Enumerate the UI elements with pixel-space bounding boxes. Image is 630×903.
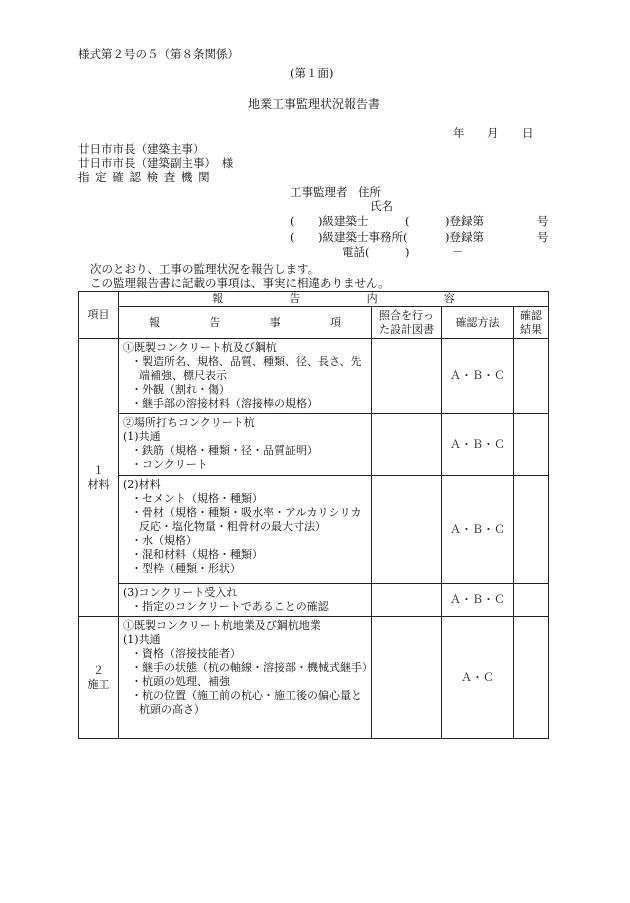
intro-line-2: この監理報告書に記載の事項は、事実に相違ありません。 bbox=[90, 276, 390, 290]
report-item-line: ・鉄筋（規格・種類・径・品質証明） bbox=[131, 444, 318, 457]
report-item-line: (1)共通 bbox=[123, 430, 161, 443]
report-item-line: ・コンクリート bbox=[131, 458, 208, 471]
architect-class: )級建築士 bbox=[318, 214, 369, 228]
report-item-line: ・杭頭の処理、補強 bbox=[131, 675, 230, 688]
intro-line-1: 次のとおり、工事の監理状況を報告します。 bbox=[90, 262, 320, 276]
report-item-line: ・骨材（規格・種類・吸水率・アルカリシリカ反応・塩化物量・粗骨材の最大寸法） bbox=[131, 506, 362, 533]
report-item-cell bbox=[119, 414, 372, 476]
table-row bbox=[79, 339, 549, 414]
header-item: 項目 bbox=[79, 292, 119, 339]
report-item-line: (1)共通 bbox=[123, 633, 161, 646]
hdr-ri-2: 事 bbox=[269, 315, 281, 329]
form-number: 様式第２号の５（第８条関係） bbox=[78, 47, 239, 61]
report-item-line: ・継手の状態（杭の軸線・溶接部・機械式継手） bbox=[131, 661, 373, 674]
date-month: 月 bbox=[487, 126, 499, 140]
addressee-2: 廿日市市長（建築副主事） 様 bbox=[78, 156, 234, 170]
architect-reg-open: ( bbox=[405, 214, 410, 228]
checked-drawings-cell[interactable] bbox=[372, 584, 442, 617]
date-year: 年 bbox=[453, 126, 465, 140]
method-cell: Ａ・Ｂ・Ｃ bbox=[442, 584, 514, 617]
header-report-items bbox=[119, 307, 372, 339]
report-item-line: ①既製コンクリート杭及び鋼杭 bbox=[123, 341, 277, 354]
table-row bbox=[79, 584, 549, 617]
hdr-rc-3: 容 bbox=[443, 292, 455, 305]
method-cell: Ａ・Ｃ bbox=[442, 617, 514, 739]
document-title: 地業工事監理状況報告書 bbox=[248, 97, 381, 111]
table-row bbox=[79, 617, 549, 739]
phone-label: 電話( bbox=[342, 245, 370, 259]
report-item-line: ①既製コンクリート杭地業及び鋼杭地業 bbox=[123, 619, 321, 632]
report-item-line: ・水（規格） bbox=[131, 534, 197, 547]
item-cell bbox=[79, 339, 119, 617]
hdr-res-0: 確認 bbox=[520, 308, 542, 322]
report-item-line: ・指定のコンクリートであることの確認 bbox=[131, 600, 329, 613]
header-method: 確認方法 bbox=[442, 307, 514, 339]
header-checked-drawings bbox=[372, 307, 442, 339]
supervisor-label: 工事監理者 bbox=[290, 185, 348, 199]
result-cell[interactable] bbox=[514, 617, 549, 739]
item-number: １ bbox=[93, 463, 104, 477]
report-item-line: (3)コンクリート受入れ bbox=[123, 586, 238, 599]
report-item-line: ・資格（溶接技能者） bbox=[131, 647, 241, 660]
report-item-cell bbox=[119, 339, 372, 414]
result-cell[interactable] bbox=[514, 414, 549, 476]
addressee-3: 指 定 確 認 検 査 機 関 bbox=[78, 170, 211, 184]
checked-drawings-cell[interactable] bbox=[372, 476, 442, 584]
architect-reg: )登録第 bbox=[445, 214, 484, 228]
table-row bbox=[79, 414, 549, 476]
report-item-line: ・セメント（規格・種類） bbox=[131, 492, 263, 505]
report-item-cell bbox=[119, 617, 372, 739]
addressee-1: 廿日市市長（建築主事） bbox=[78, 142, 205, 156]
hdr-ri-3: 項 bbox=[329, 315, 341, 329]
report-item-line: ②場所打ちコンクリート杭 bbox=[123, 416, 255, 429]
report-item-line: ・製造所名、規格、品質、種類、径、長さ、先端補強、標尺表示 bbox=[131, 355, 362, 382]
office-reg: )登録第 bbox=[445, 230, 484, 244]
date-day: 日 bbox=[522, 126, 534, 140]
hdr-cd-1: た設計図書 bbox=[379, 322, 434, 336]
table-row bbox=[79, 476, 549, 584]
office-no: 号 bbox=[537, 230, 549, 244]
report-item-line: (2)材料 bbox=[123, 478, 161, 491]
name-label: 氏名 bbox=[370, 199, 393, 213]
header-report-content bbox=[119, 292, 549, 307]
report-item-line: ・杭の位置（施工前の杭心・施工後の偏心量と杭頭の高さ） bbox=[131, 689, 362, 716]
method-cell: Ａ・Ｂ・Ｃ bbox=[442, 414, 514, 476]
office-open: ( bbox=[290, 230, 295, 244]
hdr-rc-1: 告 bbox=[289, 292, 301, 305]
item-name: 施工 bbox=[87, 677, 110, 691]
item-cell bbox=[79, 617, 119, 739]
result-cell[interactable] bbox=[514, 584, 549, 617]
method-cell: Ａ・Ｂ・Ｃ bbox=[442, 476, 514, 584]
architect-open: ( bbox=[290, 214, 295, 228]
office-class: )級建築士事務所( bbox=[318, 230, 408, 244]
result-cell[interactable] bbox=[514, 476, 549, 584]
item-number: ２ bbox=[93, 663, 104, 677]
result-cell[interactable] bbox=[514, 339, 549, 414]
method-cell: Ａ・Ｂ・Ｃ bbox=[442, 339, 514, 414]
phone-close: ) bbox=[405, 245, 410, 259]
hdr-ri-1: 告 bbox=[209, 315, 221, 329]
side-label: (第１面) bbox=[290, 66, 334, 80]
hdr-cd-0: 照合を行っ bbox=[379, 308, 434, 322]
address-label: 住所 bbox=[358, 185, 381, 199]
architect-no: 号 bbox=[537, 214, 549, 228]
checked-drawings-cell[interactable] bbox=[372, 339, 442, 414]
report-item-cell bbox=[119, 584, 372, 617]
report-table bbox=[78, 291, 549, 739]
hdr-rc-2: 内 bbox=[366, 292, 378, 305]
report-item-line: ・混和材料（規格・種類） bbox=[131, 548, 263, 561]
report-item-line: ・外観（割れ・傷） bbox=[131, 383, 230, 396]
item-name: 材料 bbox=[87, 477, 110, 491]
report-item-cell bbox=[119, 476, 372, 584]
hdr-res-1: 結果 bbox=[520, 322, 542, 336]
checked-drawings-cell[interactable] bbox=[372, 414, 442, 476]
hdr-ri-0: 報 bbox=[149, 315, 160, 329]
hdr-rc-0: 報 bbox=[212, 292, 224, 305]
report-item-line: ・型枠（種類・形状） bbox=[131, 562, 241, 575]
report-item-line: ・継手部の溶接材料（溶接棒の規格） bbox=[131, 397, 318, 410]
header-result bbox=[514, 307, 549, 339]
checked-drawings-cell[interactable] bbox=[372, 617, 442, 739]
phone-dash: － bbox=[452, 245, 464, 259]
